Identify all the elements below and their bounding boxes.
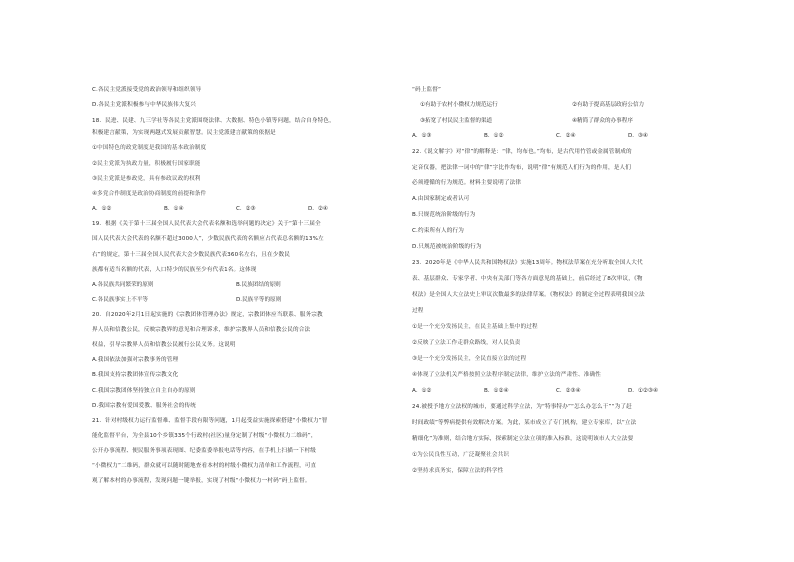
q23-stem-line3: 权法》是全国人大立法史上审议次数最多的法律草案。《物权法》的制定全过程表明我国立法	[412, 292, 645, 298]
q22-option-d: D.只规范被统治阶级的行为	[412, 244, 482, 250]
q18-option-a: A．①②	[92, 206, 112, 212]
q19-stem-line2: 国人民代表大会代表的名额不超过3000人”，少数民族代表的名额应占代表总名额的13%左	[92, 236, 324, 242]
q23-options	[412, 389, 712, 397]
q21-stem-line3: 公开办事流程、便民服务事项表现图、纪委监委举报电话等内容，在手机上扫描一下村级	[92, 448, 317, 454]
q23-option-a: A．①②	[412, 388, 432, 394]
q24-stem-line3: 精细化”为准则，结合地方实际，探索制定立法立项的准入标准，这说明该市人大立法要	[412, 436, 634, 442]
q20-stem-line2: 界人员和信教公民，反映宗教界的意见和合理诉求，维护宗教界人员和信教公民的合法	[92, 327, 311, 333]
q22-option-b: B.只规范统治阶级的行为	[412, 212, 476, 218]
q21-statement-3: ③拓宽了村民民主监督的渠道	[420, 118, 493, 124]
q21-stem-line1: 21．针对村级权力运行监督难、监督手段有限等问题，1月起受益实施探索搭建“小微权力”智	[92, 418, 328, 424]
q21-stem-line2: 能化监督平台，为全县10个乡镇335个行政村(社区)量身定制了村级“小微权力二维码”，	[92, 433, 317, 439]
q18-option-c: C．②③	[236, 206, 256, 212]
q23-statement-3: ③是一个充分发扬民主，全民直接立法的过程	[412, 356, 527, 362]
q23-stem-line2: 表、基层群众、专家学者、中央有关部门等各方面意见的基础上，前后经过了8次审议，《物	[412, 276, 643, 282]
q18-stem-line2: 积极建言献策，为实现两越式发展贡献智慧。民主党派建言献策的依据是	[92, 130, 276, 136]
q21-stem-end: “码上监督”	[412, 87, 442, 93]
q21-statements-row2	[412, 119, 712, 127]
q22-option-c: C.约束所有人的行为	[412, 228, 464, 234]
q20-option-a: A.我国依法加强对宗教事务的管理	[92, 357, 179, 363]
q17-option-c: C.各民主党派接受党的政治领导和组织领导	[92, 87, 202, 93]
q19-option-d: D.民族平等的原则	[236, 297, 282, 303]
q23-option-b: B．①②④	[484, 388, 509, 394]
q24-stem-line2: 时间政绩”等弊病提供有效解决方案。为此，某市成立了专门机构，建立专家库，以“立法	[412, 420, 637, 426]
q21-option-c: C．②④	[556, 133, 576, 139]
q23-statement-4: ④体现了立法机关严格按照立法程序制定法律，维护立法的严肃性、准确性	[412, 372, 601, 378]
q21-statement-4: ④精简了群众的办事程序	[572, 118, 633, 124]
q20-option-c: C.我国宗教团体坚持独立自主自办的原则	[92, 388, 196, 394]
q18-statement-1: ①中国特色的政党制度是我国的基本政治制度	[92, 145, 207, 151]
q23-statement-1: ①是一个充分发扬民主，在民主基础上集中的过程	[412, 324, 538, 330]
q19-stem-line3: 右”的规定，第十三届全国人民代表大会少数民族代表360名左右，且在少数民	[92, 252, 290, 258]
q23-option-c: C．②③④	[556, 388, 581, 394]
right-column	[412, 0, 712, 562]
q19-option-b: B.民族团结的原则	[236, 282, 281, 288]
q22-stem-line1: 22.《说文解字》对“律”的解释是：“律，均布也。”均布，是古代用竹管或金属管制成的	[412, 149, 632, 155]
q19-option-c: C.各民族事实上不平等	[92, 297, 149, 303]
q23-stem-line4: 过程	[412, 308, 424, 314]
q20-option-d: D.我国宗教有爱国爱教、服务社会的传统	[92, 403, 197, 409]
q24-statement-1: ①为公民良性互动，广泛凝聚社会共识	[412, 452, 510, 458]
q22-stem-line3: 必须遵循的行为规范。材料主要说明了法律	[412, 180, 522, 186]
q24-statement-2: ②坚持求真务实，保障立法的科学性	[412, 468, 504, 474]
q21-stem-line5: 观了解本村的办事流程，发现问题一键举报，实现了村级“小微权力一村码”码上监督。	[92, 478, 311, 484]
q18-options	[92, 207, 392, 215]
q19-option-a: A.各民族共同繁荣的原则	[92, 282, 154, 288]
q18-stem-line1: 18．民进、民建、九三学社等各民主党派围绕法律、大数据、特色小镇等问题，结合自身特色，	[92, 118, 335, 124]
q22-option-a: A.由国家制定或者认可	[412, 196, 470, 202]
q18-statement-3: ③民主党派是参政党，具有参政议政的权利	[92, 176, 201, 182]
q21-statement-1: ①有助于农村小微权力规范运行	[420, 102, 498, 108]
q19-options-row1	[92, 283, 392, 291]
q21-statement-2: ②有助于提高基层政府公信力	[572, 102, 645, 108]
q18-statement-4: ④多党合作制度是政治协商制度的前提和条件	[92, 191, 207, 197]
q23-stem-line1: 23．2020年是《中华人民共和国物权法》实施13周年。物权法草案在充分听取全国人大代	[412, 260, 643, 266]
q20-stem-line1: 20．自2020年2月1日起实施的《宗教团体管理办法》规定，宗教团体应当联系、服务宗教	[92, 312, 323, 318]
q18-option-d: D．②④	[308, 206, 328, 212]
q23-option-d: D．①②③④	[628, 388, 658, 394]
q21-option-b: B．①②	[484, 133, 504, 139]
q21-stem-line4: “小微权力”二维码，群众就可以随时随地查看本村的村级小微权力清单和工作流程，可直	[92, 463, 317, 469]
q19-options-row2	[92, 298, 392, 306]
q19-stem-line1: 19．根据《关于第十三届全国人民代表大会代表名额和选举问题的决定》关于“第十三届全	[92, 221, 321, 227]
q20-option-b: B.我国支持宗教团体宣传宗教文化	[92, 372, 179, 378]
q24-stem-line1: 24.被授予地方立法权的城市，要通过科学立法，为“特事特办”“怎么办怎么干”“为了赶	[412, 404, 632, 410]
q18-option-b: B．①④	[164, 206, 184, 212]
q17-option-d: D.各民主党派积极参与中华民族伟大复兴	[92, 102, 197, 108]
q20-stem-line3: 权益，引导宗教界人员和信教公民履行公民义务。这说明	[92, 342, 236, 348]
left-column	[92, 0, 392, 562]
q21-option-d: D．③④	[628, 133, 648, 139]
q18-statement-2: ②民主党派为执政力量，积极履行国家职能	[92, 161, 201, 167]
q21-options	[412, 134, 712, 142]
q21-statements-row1	[412, 103, 712, 111]
q22-stem-line2: 定音仪器，把法律一词中的“律”字比作均布，说明“律”有规范人们行为的作用，是人们	[412, 165, 631, 171]
q21-option-a: A．①③	[412, 133, 432, 139]
q23-statement-2: ②反映了立法工作走群众路线，对人民负责	[412, 340, 521, 346]
q19-stem-line4: 族都有适当名额的代表，人口特少的民族至少有代表1名。这体现	[92, 267, 257, 273]
